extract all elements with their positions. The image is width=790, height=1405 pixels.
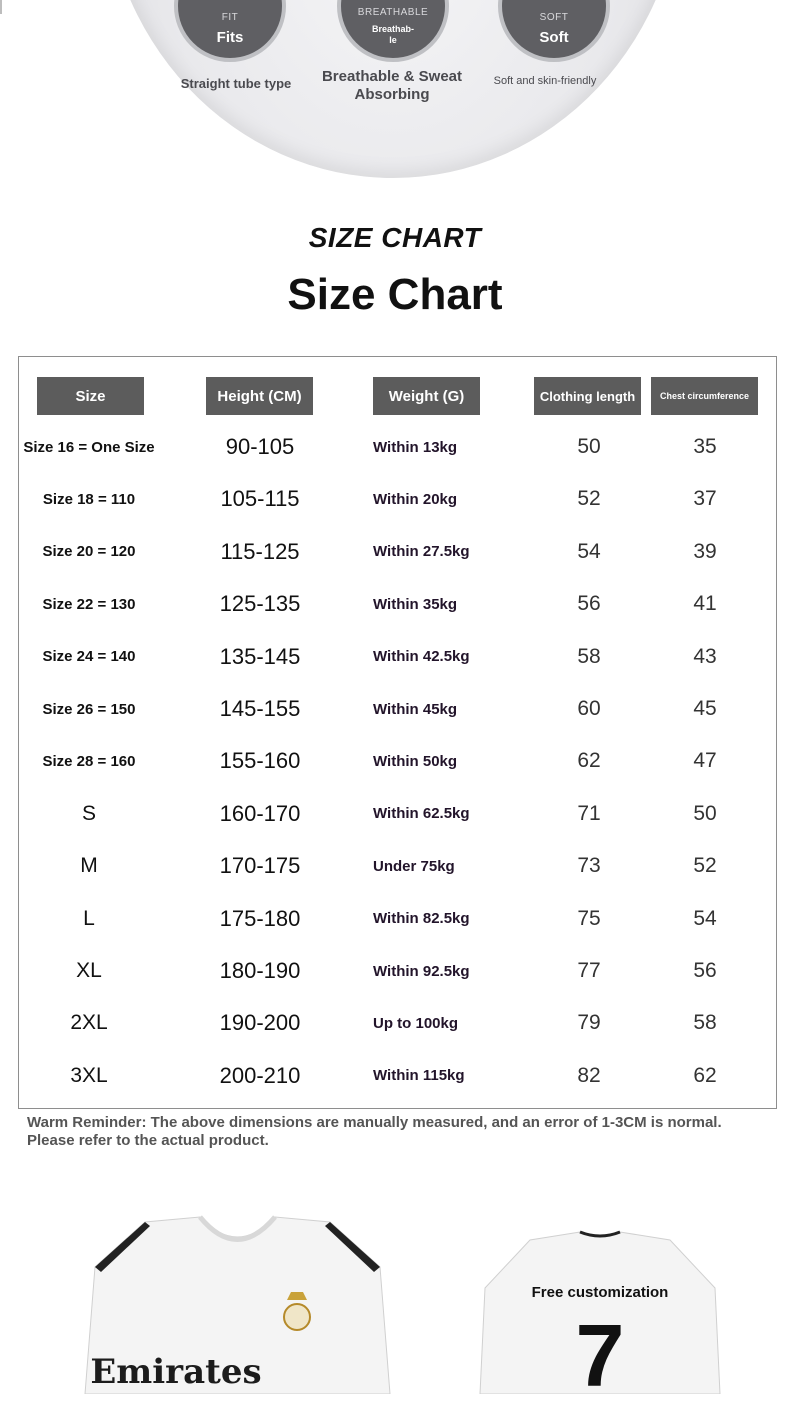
weight-cell: Under 75kg — [373, 857, 455, 875]
chest-cell: 56 — [693, 959, 717, 982]
clothing-length-cell: 79 — [577, 1011, 601, 1035]
height-cell: 170-175 — [219, 853, 301, 879]
fit-caption-top: FIT — [221, 12, 239, 23]
height-cell: 115-125 — [220, 538, 300, 564]
table-row — [19, 1050, 776, 1102]
clothing-length-cell: 50 — [577, 435, 601, 458]
size-cell: 3XL — [70, 1063, 108, 1087]
height-cell: 190-200 — [219, 1010, 301, 1036]
clothing-length-cell: 56 — [577, 592, 601, 616]
chest-cell: 47 — [693, 749, 717, 773]
jersey-number: 7 — [575, 1306, 625, 1405]
height-cell: 125-135 — [219, 591, 301, 617]
size-cell: Size 24 = 140 — [42, 648, 136, 666]
chest-cell: 58 — [693, 1011, 717, 1035]
soft-caption-top: SOFT — [539, 12, 569, 23]
free-customization-label: Free customization — [531, 1284, 669, 1301]
size-chart-heading-italic: SIZE CHART — [308, 222, 482, 253]
size-cell: S — [81, 801, 96, 825]
chest-cell: 41 — [693, 592, 717, 616]
clothing-length-cell: 77 — [577, 959, 601, 982]
size-cell: Size 28 = 160 — [42, 752, 136, 770]
weight-cell: Within 92.5kg — [373, 962, 470, 980]
weight-cell: Within 35kg — [373, 595, 458, 613]
clothing-length-cell: 54 — [577, 539, 601, 563]
table-row — [19, 683, 776, 735]
weight-cell: Within 20kg — [373, 490, 458, 508]
clothing-length-cell: 73 — [577, 854, 601, 878]
table-row — [19, 893, 776, 945]
size-cell: Size 22 = 130 — [42, 595, 136, 613]
chest-cell: 45 — [693, 697, 717, 720]
clothing-length-cell: 60 — [577, 697, 601, 720]
size-chart-heading: Size Chart — [287, 270, 503, 319]
clothing-length-cell: 58 — [577, 644, 601, 668]
table-row — [19, 997, 776, 1049]
size-cell: Size 26 = 150 — [42, 700, 136, 718]
size-cell: Size 16 = One Size — [23, 438, 155, 456]
chest-cell: 52 — [693, 854, 717, 878]
table-row — [19, 735, 776, 787]
clothing-length-cell: 82 — [577, 1063, 601, 1087]
size-cell: Size 20 = 120 — [42, 543, 136, 561]
features-banner — [0, 0, 790, 190]
chest-cell: 39 — [693, 539, 717, 563]
clothing-length-cell: 71 — [577, 801, 601, 825]
breathable-badge-label: Breathab- le — [371, 24, 414, 45]
height-cell: 200-210 — [219, 1062, 301, 1088]
chest-cell: 62 — [693, 1063, 717, 1087]
weight-cell: Within 82.5kg — [373, 910, 470, 928]
fit-badge-label: Fits — [216, 29, 244, 46]
height-cell: 90-105 — [225, 434, 295, 459]
size-cell: L — [83, 906, 95, 930]
table-row — [19, 473, 776, 525]
chest-cell: 43 — [693, 644, 717, 668]
chest-cell: 50 — [693, 801, 717, 825]
table-row — [19, 945, 776, 997]
breathable-description: Breathable & Sweat Absorbing — [321, 68, 463, 103]
chest-cell: 35 — [693, 435, 717, 458]
table-row — [19, 840, 776, 892]
weight-cell: Within 50kg — [373, 752, 458, 770]
breathable-caption-top: BREATHABLE — [357, 7, 429, 18]
header-clothing-length: Clothing length — [534, 377, 641, 415]
size-cell: XL — [76, 959, 102, 982]
size-cell: M — [80, 854, 98, 878]
table-row — [19, 421, 776, 473]
height-cell: 145-155 — [219, 696, 301, 721]
clothing-length-cell: 75 — [577, 906, 601, 930]
weight-cell: Within 115kg — [373, 1067, 465, 1085]
height-cell: 160-170 — [219, 800, 301, 826]
weight-cell: Within 42.5kg — [373, 648, 470, 666]
banner-edge-line — [0, 0, 2, 14]
size-cell: Size 18 = 110 — [42, 490, 136, 508]
size-cell: 2XL — [70, 1011, 108, 1035]
weight-cell: Within 27.5kg — [373, 543, 470, 561]
height-cell: 175-180 — [219, 905, 301, 931]
height-cell: 105-115 — [220, 486, 300, 512]
header-chest-circumference: Chest circumference — [651, 377, 758, 415]
table-row — [19, 631, 776, 683]
height-cell: 135-145 — [219, 643, 301, 669]
header-height: Height (CM) — [206, 377, 313, 415]
weight-cell: Up to 100kg — [373, 1014, 459, 1032]
warm-reminder: Warm Reminder: The above dimensions are manually measured, and an error of 1-3CM is normal. Please refer to the actual product. — [27, 1114, 722, 1149]
clothing-length-cell: 62 — [577, 749, 601, 773]
height-cell: 180-190 — [219, 958, 301, 983]
weight-cell: Within 13kg — [373, 438, 458, 456]
size-table — [18, 356, 777, 1109]
height-cell: 155-160 — [219, 748, 301, 774]
soft-badge-label: Soft — [539, 29, 569, 46]
table-row — [19, 526, 776, 578]
weight-cell: Within 45kg — [373, 700, 458, 718]
table-row — [19, 578, 776, 630]
chest-cell: 54 — [693, 906, 717, 930]
chest-cell: 37 — [693, 487, 717, 511]
header-size: Size — [37, 377, 144, 415]
fit-description: Straight tube type — [180, 76, 292, 91]
header-weight: Weight (G) — [373, 377, 480, 415]
table-row — [19, 788, 776, 840]
sponsor-text: Emirates — [90, 1352, 262, 1392]
clothing-length-cell: 52 — [577, 487, 601, 511]
soft-description: Soft and skin-friendly — [493, 75, 597, 87]
weight-cell: Within 62.5kg — [373, 805, 470, 823]
